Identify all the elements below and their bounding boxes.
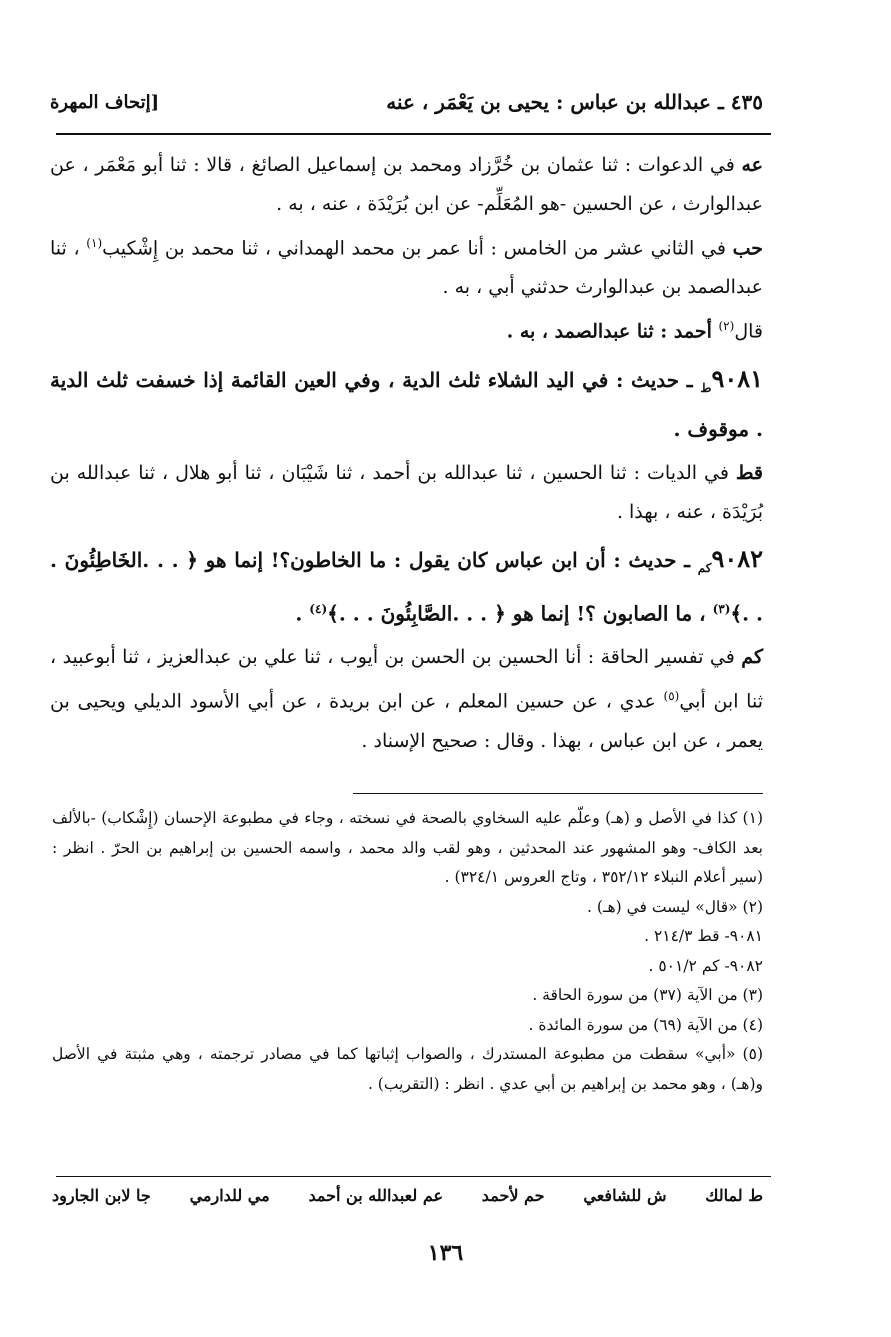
footnote-source: ٩٠٨٢- كم ٥٠١/٢ . bbox=[648, 956, 763, 975]
paragraph-text: أحمد : ثنا عبدالصمد ، به . bbox=[506, 320, 719, 343]
siglum-key: مي للدارمي bbox=[189, 1186, 270, 1205]
chapter-title: ٤٣٥ ـ عبدالله بن عباس : يحيى بن يَعْمَر ، عنه bbox=[386, 90, 763, 114]
siglum: كم bbox=[741, 646, 763, 669]
hadith-9081 bbox=[50, 358, 763, 450]
paragraph-ah bbox=[50, 146, 763, 224]
hadith-text: . bbox=[295, 601, 310, 626]
siglum-key: ط لمالك bbox=[705, 1186, 763, 1205]
siglum-key: عم لعبدالله بن أحمد bbox=[308, 1186, 444, 1205]
footnote-ref[interactable]: (٣) bbox=[712, 601, 731, 616]
siglum-key: ش للشافعي bbox=[583, 1186, 667, 1205]
paragraph-text: في الدعوات : ثنا عثمان بن خُرَّزاد ومحمد بن إسماعيل الصائغ ، قالا : ثنا أبو مَعْمَر ، عن عبدالوارث ، عن الحسين -هو المُعَلِّم- عن ابن بُرَيْدَة ، عنه ، به . bbox=[50, 154, 763, 215]
paragraph-qal bbox=[50, 307, 763, 351]
main-text bbox=[50, 146, 763, 761]
paragraph-text: عدي ، عن حسين المعلم ، عن ابن بريدة ، عن أبي الأسود الديلي ويحيى بن يعمر ، عن ابن عباس ، بهذا . وقال : صحيح الإسناد . bbox=[50, 690, 763, 752]
hadith-text: ، ما الصابون ؟! إنما هو ﴿ . . .الصَّابِئُونَ . . .﴾ bbox=[327, 601, 713, 626]
hadith-siglum: كم bbox=[697, 560, 712, 575]
paragraph-hb bbox=[50, 224, 763, 307]
paragraph-qt bbox=[50, 454, 763, 532]
paragraph-km bbox=[50, 638, 763, 760]
paragraph-text: في تفسير الحاقة : أنا الحسين بن الحسن بن أيوب ، ثنا علي بن عبدالعزيز ، ثنا أبوعبيد ، ثنا ابن أبي bbox=[50, 646, 763, 713]
sigla-key bbox=[52, 1186, 763, 1205]
hadith-number: ٩٠٨١ bbox=[711, 363, 763, 393]
footnote-rule bbox=[353, 793, 763, 794]
footnote: (٢) «قال» ليست في (هـ) . bbox=[587, 897, 763, 916]
siglum: قط bbox=[735, 461, 763, 484]
paragraph-text: في الثاني عشر من الخامس : أنا عمر بن محمد الهمداني ، ثنا محمد بن إِشْكيب bbox=[102, 237, 733, 260]
footnote-ref[interactable]: (٥) bbox=[663, 689, 680, 704]
siglum-key: حم لأحمد bbox=[481, 1186, 545, 1205]
hadith-text: ـ حديث : أن ابن عباس كان يقول : ما الخاطون؟! إنما هو ﴿ . . .الخَاطِئُونَ . . .﴾ bbox=[50, 547, 763, 626]
footnote-ref[interactable]: (١) bbox=[86, 236, 103, 250]
hadith-number: ٩٠٨٢ bbox=[711, 543, 763, 573]
footnote-ref[interactable]: (٤) bbox=[309, 601, 328, 616]
footnotes bbox=[52, 804, 763, 1099]
siglum: عه bbox=[741, 154, 763, 176]
book-title: [إتحاف المهرة bbox=[50, 91, 160, 113]
header-rule bbox=[56, 133, 771, 135]
footnote-source: ٩٠٨١- قط ٢١٤/٣ . bbox=[644, 927, 763, 945]
footnote: (٤) من الآية (٦٩) من سورة المائدة . bbox=[528, 1015, 763, 1034]
paragraph-text: ، ثنا عبدالصمد بن عبدالوارث حدثني أبي ، به . bbox=[50, 237, 763, 299]
hadith-9082 bbox=[50, 538, 763, 635]
footnote: (٥) «أبي» سقطت من مطبوعة المستدرك ، والصواب إثباتها كما في مصادر ترجمته ، وهي مثبتة في الأصل و(هـ) ، وهو محمد بن إبراهيم بن أبي عدي . انظر : (التقريب) . bbox=[52, 1045, 763, 1093]
hadith-text: ـ حديث : في اليد الشلاء ثلث الدية ، وفي العين القائمة إذا خسفت ثلث الدية . موقوف . bbox=[50, 367, 763, 441]
footnote-ref[interactable]: (٢) bbox=[718, 319, 735, 334]
paragraph-text: قال bbox=[734, 320, 763, 343]
running-header bbox=[50, 84, 763, 120]
hadith-siglum: ط bbox=[700, 380, 712, 395]
footnote: (٣) من الآية (٣٧) من سورة الحاقة . bbox=[532, 986, 763, 1004]
paragraph-text: في الديات : ثنا الحسين ، ثنا عبدالله بن أحمد ، ثنا شَيْبَان ، ثنا أبو هلال ، ثنا عبدالله بن بُرَيْدَة ، عنه ، بهذا . bbox=[50, 461, 763, 523]
siglum: حب bbox=[732, 237, 763, 260]
sigla-rule bbox=[56, 1176, 771, 1177]
siglum-key: جا لابن الجارود bbox=[52, 1186, 151, 1205]
page-number: ١٣٦ bbox=[427, 1240, 464, 1266]
footnote: (١) كذا في الأصل و (هـ) وعلّم عليه السخاوي بالصحة في نسخته ، وجاء في مطبوعة الإحسان (إِشْكاب) -بالألف بعد الكاف- وهو المشهور عند المحدثين ، وهو لقب والد محمد ، واسمه الحسين بن إبراهيم بن الحرّ . انظر : (سير أعلام النبلاء ٣٥٢/١٢ ، وتاج العروس ٣٢٤/١) . bbox=[52, 809, 763, 886]
